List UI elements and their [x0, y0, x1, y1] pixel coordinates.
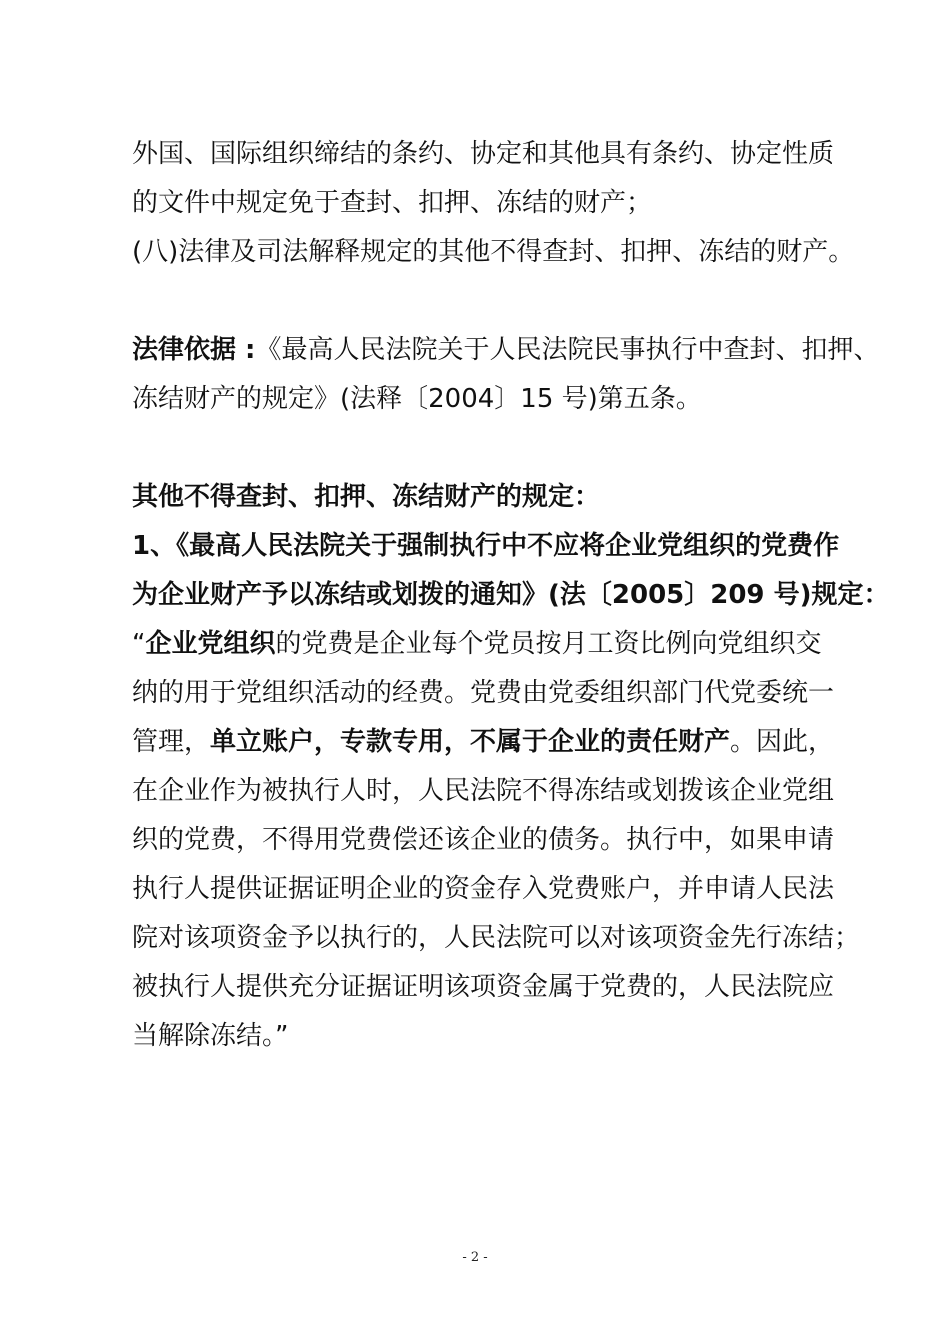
document-body [132, 130, 890, 1061]
legal-basis-label: 法律依据 : [132, 335, 256, 365]
bold-term: 企业党组织 [145, 629, 276, 659]
legal-basis-text: 《最高人民法院关于人民法院民事执行中查封、扣押、 [255, 335, 880, 365]
item-title-line: 为企业财产予以冻结或划拨的通知》(法〔2005〕209 号)规定： [132, 580, 890, 610]
quote-text: 。因此， [730, 727, 835, 757]
quote-text: 管理， [132, 727, 211, 757]
quote-line: 织的党费，不得用党费偿还该企业的债务。执行中，如果申请 [132, 825, 835, 855]
legal-basis-line: 冻结财产的规定》(法释〔2004〕15 号)第五条。 [132, 384, 702, 414]
legal-basis-line [132, 326, 880, 375]
quote-line: 被执行人提供充分证据证明该项资金属于党费的，人民法院应 [132, 972, 835, 1002]
quote-line: 当解除冻结。” [132, 1021, 289, 1051]
quote-open-mark: “ [132, 629, 146, 659]
quote-text: 的党费是企业每个党员按月工资比例向党组织交 [275, 629, 822, 659]
paragraph-line: 的文件中规定免于查封、扣押、冻结的财产； [132, 188, 653, 218]
quote-line: 在企业作为被执行人时，人民法院不得冻结或划拨该企业党组 [132, 776, 835, 806]
quote-line [132, 620, 837, 669]
paragraph-line: 外国、国际组织缔结的条约、协定和其他具有条约、协定性质 [132, 139, 835, 169]
paragraph-line: (八)法律及司法解释规定的其他不得查封、扣押、冻结的财产。 [132, 237, 855, 267]
section-heading: 其他不得查封、扣押、冻结财产的规定： [132, 482, 601, 512]
quote-line: 执行人提供证据证明企业的资金存入党费账户，并申请人民法 [132, 874, 835, 904]
quote-line: 纳的用于党组织活动的经费。党费由党委组织部门代党委统一 [132, 678, 835, 708]
page-number: - 2 - [462, 1250, 488, 1265]
quote-line [132, 718, 837, 767]
item-title-line: 1、《最高人民法院关于强制执行中不应将企业党组织的党费作 [132, 531, 840, 561]
bold-emphasis: 单立账户，专款专用，不属于企业的责任财产 [210, 727, 731, 757]
quote-line: 院对该项资金予以执行的，人民法院可以对该项资金先行冻结； [132, 923, 861, 953]
